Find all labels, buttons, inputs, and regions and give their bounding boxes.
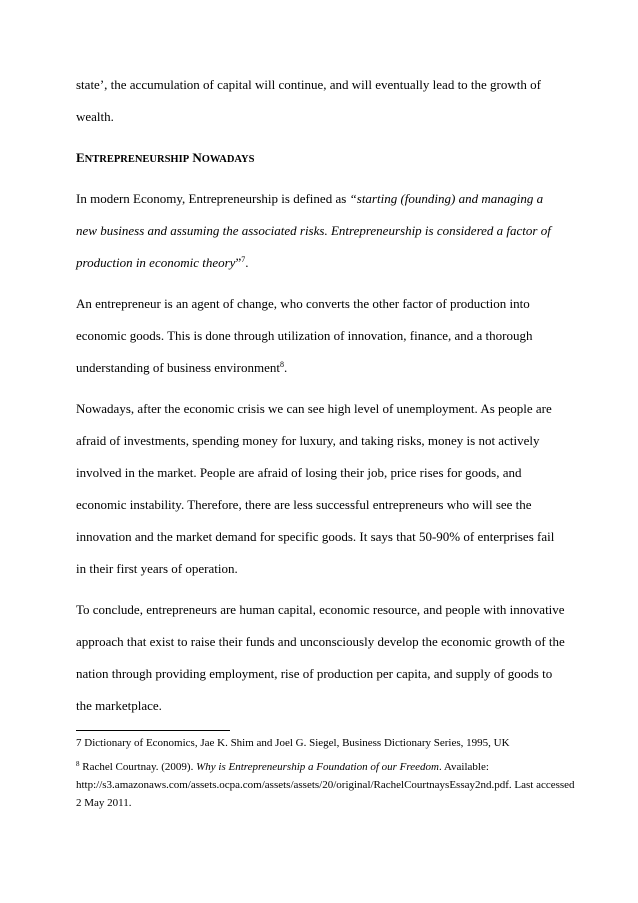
p3-line-3: involved in the market. People are afraid of losing their job, price rises for goods, and	[76, 465, 522, 480]
p1-line-1	[76, 183, 564, 215]
footnote-8-title: Why is Entrepreneurship a Foundation of our Freedom	[196, 761, 439, 773]
footnote-7-text: Dictionary of Economics, Jae K. Shim and Joel G. Siegel, Business Dictionary Series, 1995, UK	[81, 737, 510, 749]
p3-line-2: afraid of investments, spending money for luxury, and taking risks, money is not actively	[76, 433, 540, 448]
footnote-8-author: Rachel Courtnay. (2009).	[79, 761, 197, 773]
section-heading	[76, 142, 564, 174]
paragraph-definition	[76, 183, 564, 279]
p3-line-5: innovation and the market demand for specific goods. It says that 50-90% of enterprises fail	[76, 529, 555, 544]
paragraph-agent-of-change	[76, 288, 564, 384]
footnote-ref-8[interactable]: 8	[280, 360, 284, 369]
p3-line-1: Nowadays, after the economic crisis we can see high level of unemployment. As people are	[76, 401, 552, 416]
footnote-8-available: . Available:	[438, 761, 489, 773]
p1-line-3-italic: production in economic theory	[76, 255, 236, 270]
footnote-8-url[interactable]: http://s3.amazonaws.com/assets.ocpa.com/assets/assets/20/original/RachelCourtnaysEssay2nd.pdf. Last accessed	[76, 779, 575, 791]
heading-word-1: NTREPRENEURSHIP	[84, 154, 190, 165]
footnote-ref-7[interactable]: 7	[241, 255, 246, 264]
p2-period: .	[284, 360, 288, 375]
p1-line-1-italic: “starting (founding) and managing a	[349, 191, 544, 206]
p4-line-3: nation through providing employment, rise of production per capita, and supply of goods to	[76, 666, 553, 681]
p2-line-3-text: understanding of business environment	[76, 360, 280, 375]
footnote-8	[76, 758, 575, 812]
p1-line-2-italic: new business and assuming the associated risks. Entrepreneurship is considered a factor of	[76, 223, 551, 238]
p3-line-4: economic instability. Therefore, there are less successful entrepreneurs who will see the	[76, 497, 532, 512]
heading-initial-1: E	[76, 150, 85, 165]
p1-line-2	[76, 215, 564, 247]
p3-line-6: in their first years of operation.	[76, 561, 238, 576]
p1-period: .	[245, 255, 249, 270]
p1-line-3	[76, 247, 564, 279]
footnote-8-number: 8	[76, 760, 80, 768]
paragraph-nowadays	[76, 393, 564, 585]
p2-line-3	[76, 352, 564, 384]
p1-line-1-plain: In modern Economy, Entrepreneurship is defined as	[76, 191, 350, 206]
footnote-8-date: 2 May 2011.	[76, 797, 132, 809]
intro-line-2: wealth.	[76, 109, 114, 124]
heading-initial-2: N	[192, 150, 202, 165]
body-text	[76, 69, 564, 722]
footnote-7	[76, 734, 566, 752]
p2-line-1: An entrepreneur is an agent of change, who converts the other factor of production into	[76, 296, 530, 311]
footnote-separator	[76, 730, 230, 731]
paragraph-conclusion	[76, 594, 564, 722]
p2-line-2: economic goods. This is done through utilization of innovation, finance, and a thorough	[76, 328, 533, 343]
p4-line-1: To conclude, entrepreneurs are human capital, economic resource, and people with innovative	[76, 602, 565, 617]
footnotes	[76, 734, 575, 812]
p4-line-2: approach that exist to raise their funds and unconsciously develop the economic growth of the	[76, 634, 565, 649]
heading-word-2: OWADAYS	[201, 154, 255, 165]
p1-closing-quote: ”	[235, 255, 242, 270]
footnote-7-number: 7	[76, 737, 82, 749]
p4-line-4: the marketplace.	[76, 698, 162, 713]
footnote-8-line-1	[76, 758, 566, 776]
intro-line-1: state’, the accumulation of capital will continue, and will eventually lead to the growth of	[76, 77, 541, 92]
